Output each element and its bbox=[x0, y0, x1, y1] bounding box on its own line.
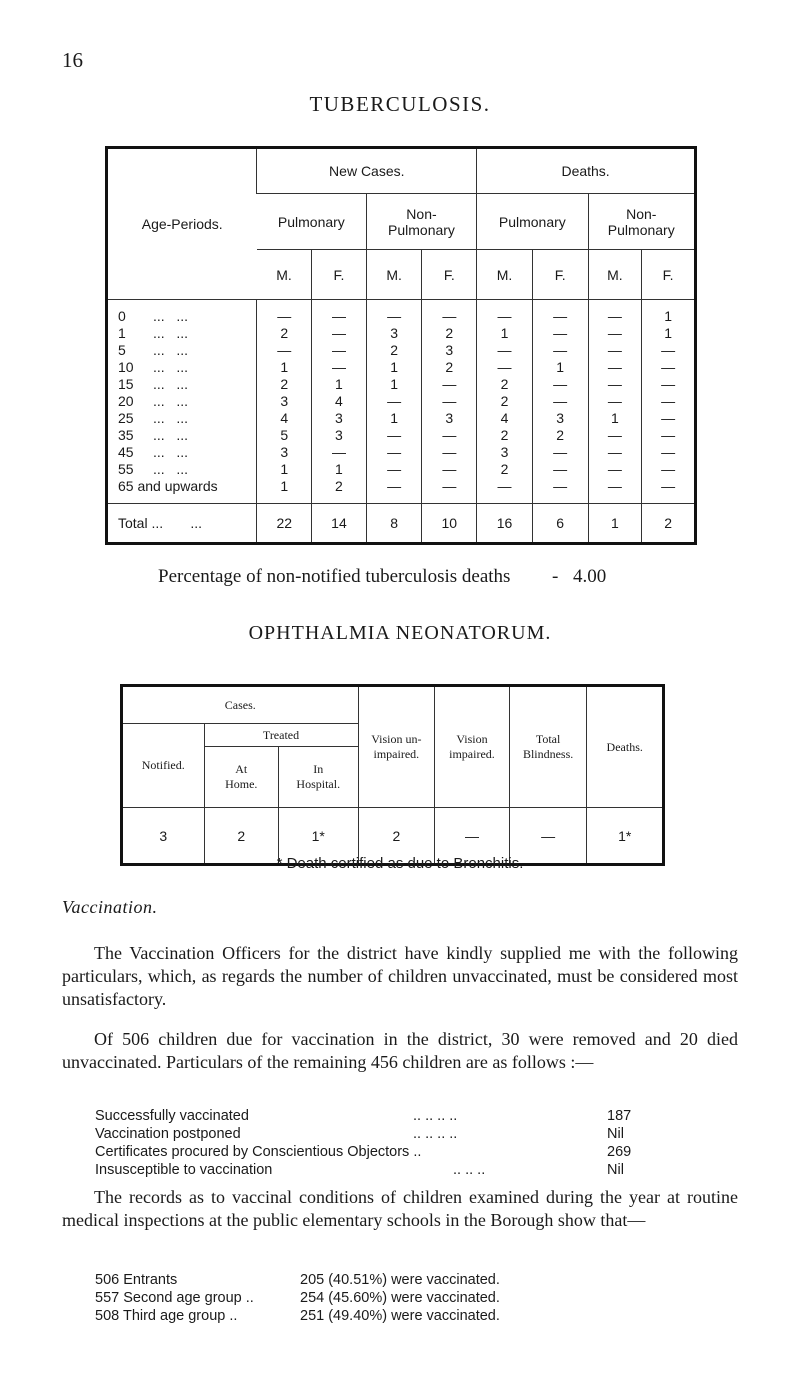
count-cell: — bbox=[422, 478, 477, 504]
deaths-header: Deaths. bbox=[587, 686, 664, 808]
age-period-cell: 20 ... ... bbox=[118, 393, 189, 409]
vaccination-paragraph-2: Of 506 children due for vaccination in the district, 30 were removed and 20 died unvaccinated. Particulars of the remaining 456 children are as follows :— bbox=[62, 1029, 738, 1072]
sex-header-f: F. bbox=[642, 250, 696, 300]
page-number: 16 bbox=[62, 48, 83, 72]
count-cell: — bbox=[642, 393, 696, 410]
total-cell: 14 bbox=[312, 504, 367, 544]
count-cell: 3 bbox=[477, 444, 533, 461]
vaccinated-result: 251 (49.40%) were vaccinated. bbox=[300, 1308, 500, 1324]
sex-header-f: F. bbox=[312, 250, 367, 300]
vaccination-paragraph-3: The records as to vaccinal conditions of children examined during the year at routine medical inspections at the public elementary schools in the Borough show that— bbox=[62, 1187, 738, 1230]
vaccination-list bbox=[95, 1108, 735, 1180]
at-home-value: 2 bbox=[204, 808, 278, 865]
count-cell: — bbox=[588, 325, 642, 342]
count-cell: — bbox=[366, 478, 422, 504]
count-cell: 2 bbox=[477, 427, 533, 444]
count-cell: — bbox=[366, 427, 422, 444]
count-cell: 1 bbox=[642, 325, 696, 342]
age-period-cell: 0 ... ... bbox=[118, 308, 189, 324]
count-cell: — bbox=[588, 393, 642, 410]
count-cell: 1 bbox=[312, 376, 367, 393]
school-vaccination-list bbox=[95, 1272, 735, 1326]
total-cell: 22 bbox=[257, 504, 312, 544]
total-blindness-value: — bbox=[509, 808, 587, 865]
count-cell: 4 bbox=[312, 393, 367, 410]
deaths-header: Deaths. bbox=[477, 148, 696, 194]
count-cell: 1 bbox=[257, 461, 312, 478]
notified-value: 3 bbox=[159, 827, 168, 844]
count-cell: — bbox=[257, 300, 312, 326]
count-cell: — bbox=[532, 325, 588, 342]
count-cell: — bbox=[588, 342, 642, 359]
list-item-label: Successfully vaccinated bbox=[95, 1108, 249, 1124]
count-cell: 1 bbox=[532, 359, 588, 376]
list-item-value: Nil bbox=[607, 1162, 624, 1178]
count-cell: 2 bbox=[477, 461, 533, 478]
new-pulmonary-header: Pulmonary bbox=[257, 194, 366, 250]
count-cell: 3 bbox=[366, 325, 422, 342]
count-cell: — bbox=[366, 393, 422, 410]
count-cell: — bbox=[422, 427, 477, 444]
total-cell: 8 bbox=[366, 504, 422, 544]
count-cell: 1 bbox=[257, 478, 312, 504]
age-group-label: 508 Third age group .. bbox=[95, 1308, 238, 1324]
total-label: Total ... ... bbox=[107, 504, 257, 544]
vaccination-paragraph-1: The Vaccination Officers for the district have kindly supplied me with the following particulars, which, as regards the number of children unvaccinated, must be considered most unsatisfactory. bbox=[62, 943, 738, 1009]
count-cell: — bbox=[422, 300, 477, 326]
age-group-label: 557 Second age group .. bbox=[95, 1290, 254, 1306]
list-item-value: 187 bbox=[607, 1108, 632, 1124]
count-cell: — bbox=[588, 478, 642, 504]
count-cell: — bbox=[312, 444, 367, 461]
count-cell: 2 bbox=[532, 427, 588, 444]
table-row bbox=[107, 342, 696, 359]
list-item bbox=[95, 1126, 735, 1144]
percentage-label: Percentage of non-notified tuberculosis deaths bbox=[158, 566, 511, 587]
count-cell: 2 bbox=[257, 376, 312, 393]
count-cell: — bbox=[642, 410, 696, 427]
count-cell: — bbox=[642, 427, 696, 444]
age-period-cell: 25 ... ... bbox=[118, 410, 189, 426]
table-row bbox=[107, 325, 696, 342]
list-item bbox=[95, 1108, 735, 1126]
count-cell: — bbox=[588, 359, 642, 376]
deaths-pulmonary-header: Pulmonary bbox=[477, 194, 588, 250]
table-row bbox=[107, 410, 696, 427]
count-cell: 2 bbox=[422, 325, 477, 342]
vision-unimpaired-value: 2 bbox=[358, 808, 435, 865]
tuberculosis-title: TUBERCULOSIS. bbox=[309, 92, 491, 116]
deaths-non-pulmonary-header: Non- Pulmonary bbox=[588, 194, 695, 250]
count-cell: 4 bbox=[477, 410, 533, 427]
count-cell: 2 bbox=[477, 393, 533, 410]
in-hospital-value: 1* bbox=[278, 808, 358, 865]
tuberculosis-table bbox=[105, 146, 697, 545]
deaths-value: 1* bbox=[587, 808, 664, 865]
count-cell: — bbox=[477, 342, 533, 359]
count-cell: — bbox=[588, 461, 642, 478]
sex-header-m: M. bbox=[588, 250, 642, 300]
list-item bbox=[95, 1162, 735, 1180]
list-item-value: 269 bbox=[607, 1144, 632, 1160]
count-cell: 3 bbox=[312, 427, 367, 444]
table-row bbox=[107, 359, 696, 376]
vaccinated-result: 254 (45.60%) were vaccinated. bbox=[300, 1290, 500, 1306]
table-row bbox=[107, 427, 696, 444]
notified-header: Notified. bbox=[122, 724, 205, 808]
total-row bbox=[107, 504, 696, 544]
count-cell: — bbox=[312, 359, 367, 376]
count-cell: — bbox=[422, 376, 477, 393]
count-cell: — bbox=[257, 342, 312, 359]
vaccinated-result: 205 (40.51%) were vaccinated. bbox=[300, 1272, 500, 1288]
count-cell: 3 bbox=[257, 393, 312, 410]
count-cell: 2 bbox=[257, 325, 312, 342]
age-period-cell: 15 ... ... bbox=[118, 376, 189, 392]
leader-dots: .. .. .. bbox=[453, 1162, 486, 1178]
count-cell: 1 bbox=[588, 410, 642, 427]
table-row bbox=[107, 478, 696, 504]
count-cell: — bbox=[366, 461, 422, 478]
count-cell: 4 bbox=[257, 410, 312, 427]
list-item bbox=[95, 1272, 735, 1290]
count-cell: — bbox=[312, 325, 367, 342]
count-cell: 3 bbox=[532, 410, 588, 427]
count-cell: 2 bbox=[312, 478, 367, 504]
list-item-value: Nil bbox=[607, 1126, 624, 1142]
count-cell: — bbox=[642, 444, 696, 461]
at-home-header: At Home. bbox=[204, 747, 278, 808]
count-cell: — bbox=[422, 444, 477, 461]
count-cell: 2 bbox=[477, 376, 533, 393]
count-cell: — bbox=[312, 342, 367, 359]
leader-dots: .. .. .. .. bbox=[413, 1126, 458, 1142]
list-item-label: Vaccination postponed bbox=[95, 1126, 241, 1142]
count-cell: — bbox=[366, 300, 422, 326]
count-cell: — bbox=[588, 376, 642, 393]
age-periods-header: Age-Periods. bbox=[107, 148, 257, 300]
ophthalmia-title: OPHTHALMIA NEONATORUM. bbox=[248, 622, 552, 644]
leader-dots: .. .. .. .. bbox=[413, 1108, 458, 1124]
table-row bbox=[107, 461, 696, 478]
sex-header-f: F. bbox=[422, 250, 477, 300]
count-cell: 3 bbox=[422, 342, 477, 359]
total-cell: 1 bbox=[588, 504, 642, 544]
count-cell: 1 bbox=[366, 359, 422, 376]
vision-impaired-value: — bbox=[435, 808, 510, 865]
sex-header-m: M. bbox=[257, 250, 312, 300]
vaccination-heading: Vaccination. bbox=[62, 897, 158, 917]
count-cell: — bbox=[532, 376, 588, 393]
list-item bbox=[95, 1308, 735, 1326]
treated-header: Treated bbox=[204, 724, 358, 747]
table-row bbox=[107, 444, 696, 461]
age-group-label: 506 Entrants bbox=[95, 1272, 178, 1288]
count-cell: — bbox=[532, 342, 588, 359]
count-cell: 2 bbox=[366, 342, 422, 359]
cases-header: Cases. bbox=[122, 686, 359, 724]
count-cell: 1 bbox=[366, 376, 422, 393]
count-cell: — bbox=[477, 359, 533, 376]
age-period-cell: 45 ... ... bbox=[118, 444, 189, 460]
count-cell: — bbox=[532, 461, 588, 478]
total-cell: 6 bbox=[532, 504, 588, 544]
sex-header-f: F. bbox=[532, 250, 588, 300]
count-cell: 1 bbox=[257, 359, 312, 376]
count-cell: 3 bbox=[312, 410, 367, 427]
count-cell: — bbox=[422, 393, 477, 410]
table-row bbox=[107, 376, 696, 393]
list-item-label: Insusceptible to vaccination bbox=[95, 1162, 273, 1178]
count-cell: 3 bbox=[257, 444, 312, 461]
count-cell: — bbox=[312, 300, 367, 326]
count-cell: 1 bbox=[642, 300, 696, 326]
vision-impaired-header: Vision impaired. bbox=[435, 686, 510, 808]
footnote: * Death certified as due to Bronchitis. bbox=[276, 855, 524, 872]
age-period-cell: 5 ... ... bbox=[118, 342, 189, 358]
count-cell: — bbox=[366, 444, 422, 461]
age-period-cell: 55 ... ... bbox=[118, 461, 189, 477]
percentage-value: 4.00 bbox=[573, 566, 607, 587]
sex-header-m: M. bbox=[366, 250, 422, 300]
age-period-cell: 65 and upwards bbox=[118, 478, 218, 494]
new-non-pulmonary-header: Non- Pulmonary bbox=[366, 194, 476, 250]
count-cell: — bbox=[588, 427, 642, 444]
total-cell: 16 bbox=[477, 504, 533, 544]
count-cell: — bbox=[642, 461, 696, 478]
total-cell: 10 bbox=[422, 504, 477, 544]
list-item-label: Certificates procured by Conscientious Objectors .. bbox=[95, 1144, 422, 1160]
count-cell: — bbox=[588, 300, 642, 326]
count-cell: — bbox=[642, 376, 696, 393]
count-cell: — bbox=[422, 461, 477, 478]
table-row bbox=[107, 393, 696, 410]
age-period-cell: 10 ... ... bbox=[118, 359, 189, 375]
count-cell: — bbox=[642, 359, 696, 376]
age-period-cell: 1 ... ... bbox=[118, 325, 189, 341]
count-cell: — bbox=[588, 444, 642, 461]
count-cell: 1 bbox=[477, 325, 533, 342]
count-cell: — bbox=[532, 300, 588, 326]
count-cell: 1 bbox=[312, 461, 367, 478]
total-cell: 2 bbox=[642, 504, 696, 544]
sex-header-m: M. bbox=[477, 250, 533, 300]
count-cell: 1 bbox=[366, 410, 422, 427]
count-cell: 2 bbox=[422, 359, 477, 376]
count-cell: — bbox=[642, 478, 696, 504]
count-cell: — bbox=[532, 393, 588, 410]
list-item bbox=[95, 1144, 735, 1162]
count-cell: — bbox=[532, 478, 588, 504]
vision-unimpaired-header: Vision un- impaired. bbox=[358, 686, 435, 808]
total-blindness-header: Total Blindness. bbox=[509, 686, 587, 808]
count-cell: — bbox=[642, 342, 696, 359]
count-cell: — bbox=[477, 478, 533, 504]
list-item bbox=[95, 1290, 735, 1308]
in-hospital-header: In Hospital. bbox=[278, 747, 358, 808]
age-period-cell: 35 ... ... bbox=[118, 427, 189, 443]
count-cell: 5 bbox=[257, 427, 312, 444]
count-cell: — bbox=[477, 300, 533, 326]
count-cell: 3 bbox=[422, 410, 477, 427]
count-cell: — bbox=[532, 444, 588, 461]
new-cases-header: New Cases. bbox=[257, 148, 477, 194]
table-row bbox=[107, 300, 696, 326]
percentage-dash: - bbox=[552, 566, 559, 587]
ophthalmia-table bbox=[120, 684, 665, 866]
